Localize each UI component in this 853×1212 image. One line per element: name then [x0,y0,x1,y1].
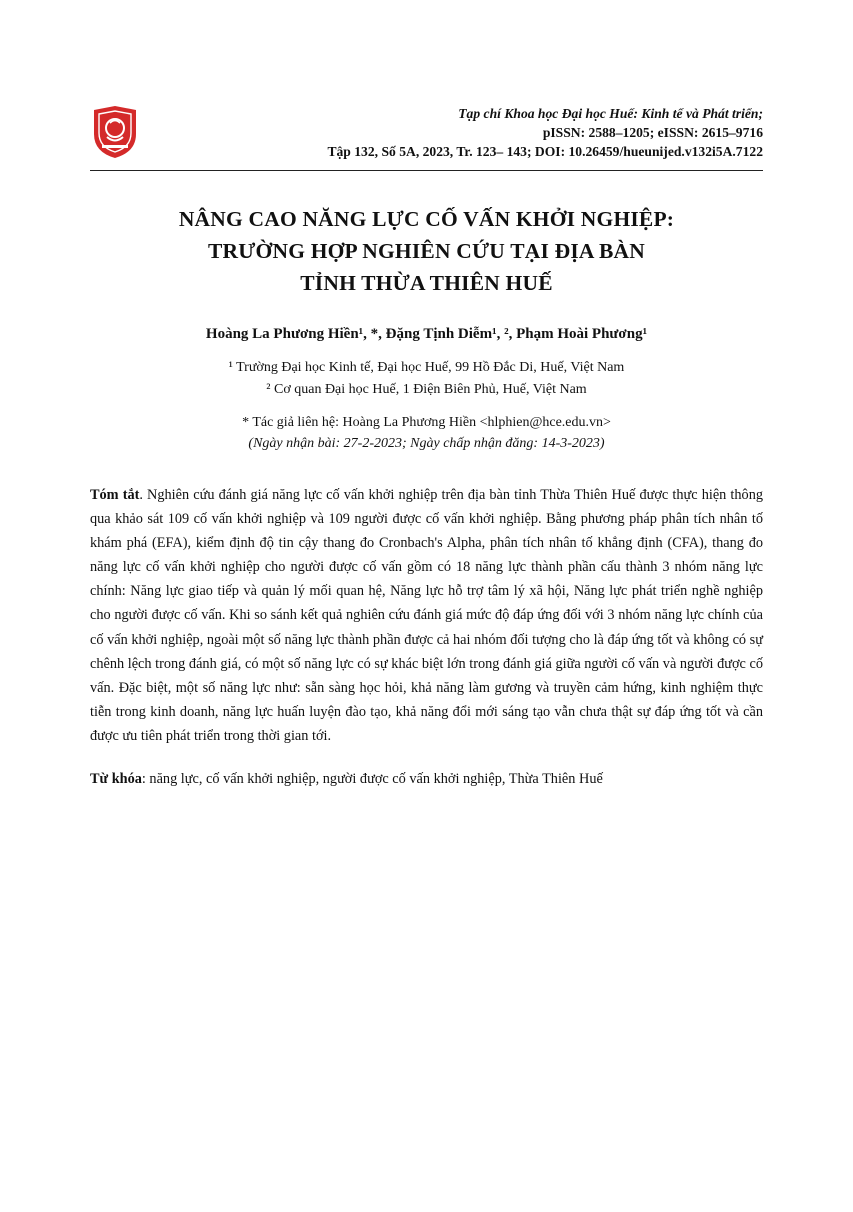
journal-issn: pISSN: 2588–1205; eISSN: 2615–9716 [542,125,763,140]
affiliations [90,357,763,401]
corresponding-author: * Tác giả liên hệ: Hoàng La Phương Hiền <hlphien@hce.edu.vn> [242,415,611,430]
correspondence [90,412,763,454]
journal-volume: Tập 132, Số 5A, 2023, Tr. 123– 143; DOI: 10.26459/hueunijed.v132i5A.7122 [327,144,763,159]
abstract-text: . Nghiên cứu đánh giá năng lực cố vấn khởi nghiệp trên địa bàn tỉnh Thừa Thiên Huế được thực hiện thông qua khảo sát 109 cố vấn khởi nghiệp và 109 người được cố vấn khởi nghiệp. Bằng phương pháp phân tích nhân tố khám phá (EFA), kiểm định độ tin cậy thang đo Cronbach's Alpha, phân tích nhân tố khẳng định (CFA), thang đo năng lực cố vấn khởi nghiệp cho người được cố vấn gồm có 18 năng lực thành phần cấu thành 3 nhóm năng lực chính: Năng lực giao tiếp và quản lý mối quan hệ, Năng lực hỗ trợ tâm lý xã hội, Năng lực phát triển nghề nghiệp cho người được cố vấn. Khi so sánh kết quả nghiên cứu đánh giá mức độ đáp ứng đối với 3 nhóm năng lực chính của cố vấn khởi nghiệp, ngoài một số năng lực thành phần được cả hai nhóm đối tượng cho là đáp ứng tốt và không có sự chênh lệch trong đánh giá, có một số năng lực có sự khác biệt lớn trong đánh giá giữa người cố vấn và người được cố vấn. Đặc biệt, một số năng lực như: sẵn sàng học hỏi, khả năng làm gương và truyền cảm hứng, kinh nghiệm thực tiễn trong kinh doanh, năng lực huấn luyện đào tạo, khả năng đổi mới sáng tạo vẫn chưa thật sự đáp ứng tốt và cần được ưu tiên phát triển trong thời gian tới. [90,487,763,744]
title-line: TRƯỜNG HỢP NGHIÊN CỨU TẠI ĐỊA BÀN [207,239,646,263]
journal-header [327,104,763,161]
title-line: NÂNG CAO NĂNG LỰC CỐ VẤN KHỞI NGHIỆP: [178,207,675,231]
keywords [90,768,763,790]
submission-dates: (Ngày nhận bài: 27-2-2023; Ngày chấp nhận đăng: 14-3-2023) [248,436,605,451]
paper-title [90,203,763,299]
journal-name: Tạp chí Khoa học Đại học Huế: Kinh tế và Phát triển; [458,106,763,121]
keywords-label: Từ khóa [90,771,142,787]
title-line: TỈNH THỪA THIÊN HUẾ [300,271,553,295]
affiliation: ² Cơ quan Đại học Huế, 1 Điện Biên Phủ, Huế, Việt Nam [266,382,587,397]
university-logo-icon [90,104,140,160]
affiliation: ¹ Trường Đại học Kinh tế, Đại học Huế, 99 Hồ Đắc Di, Huế, Việt Nam [228,360,625,375]
abstract-label: Tóm tắt [90,487,140,503]
authors: Hoàng La Phương Hiền¹, *, Đặng Tịnh Diễm¹, ², Phạm Hoài Phương¹ [205,326,648,342]
header-divider [90,170,763,171]
keywords-text: : năng lực, cố vấn khởi nghiệp, người được cố vấn khởi nghiệp, Thừa Thiên Huế [141,771,603,787]
abstract [90,483,763,748]
